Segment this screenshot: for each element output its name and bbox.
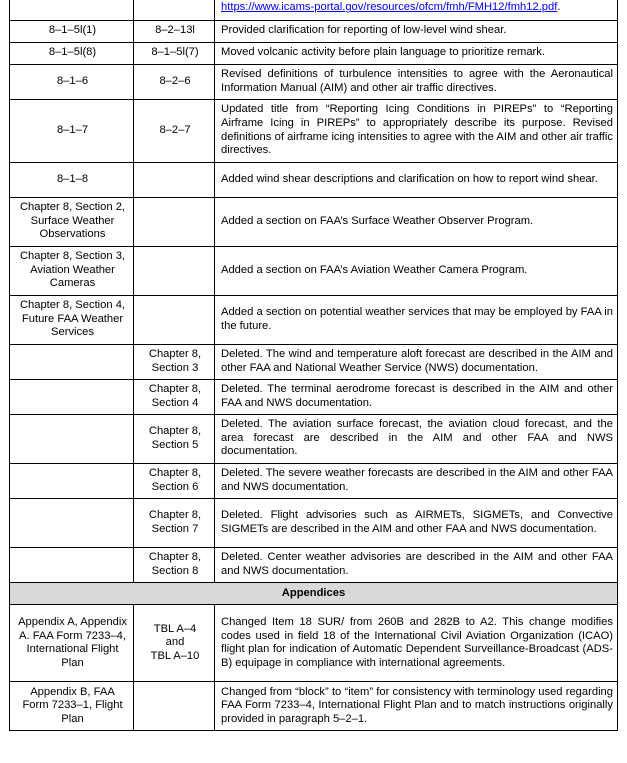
description-cell: Deleted. Flight advisories such as AIRMETs, SIGMETs, and Convective SIGMETs are described in the AIM and other FAA and NWS documentation. bbox=[215, 498, 618, 547]
new-reference-cell: Chapter 8, Section 4 bbox=[134, 379, 215, 414]
table-row bbox=[10, 20, 618, 42]
old-reference-cell bbox=[10, 498, 134, 547]
old-reference-cell bbox=[10, 547, 134, 582]
appendices-heading: Appendices bbox=[10, 582, 618, 605]
new-reference-cell bbox=[134, 295, 215, 344]
fmh12-link[interactable]: https://www.icams-portal.gov/resources/ofcm/fmh/FMH12/fmh12.pdf bbox=[221, 1, 558, 14]
new-reference-cell bbox=[134, 682, 215, 731]
new-reference-cell bbox=[134, 246, 215, 295]
table-row bbox=[10, 197, 618, 246]
old-reference-cell bbox=[10, 379, 134, 414]
old-reference-cell: Chapter 8, Section 2, Surface Weather Observations bbox=[10, 197, 134, 246]
description-cell: Deleted. The severe weather forecasts are described in the AIM and other FAA and NWS documentation. bbox=[215, 463, 618, 498]
table-row bbox=[10, 295, 618, 344]
description-cell: Deleted. The terminal aerodrome forecast is described in the AIM and other FAA and NWS documentation. bbox=[215, 379, 618, 414]
description-cell: Updated title from “Reporting Icing Conditions in PIREPs” to “Reporting Airframe Icing in PIREPs” to appropriately describe its purpose. Revised definitions of airframe icing intensities to agree with the AIM and other air traffic directives. bbox=[215, 99, 618, 162]
description-cell: Revised definitions of turbulence intensities to agree with the Aeronautical Information Manual (AIM) and other air traffic directives. bbox=[215, 64, 618, 99]
new-ref-line: TBL A–4 bbox=[153, 622, 197, 635]
table-row bbox=[10, 682, 618, 731]
old-reference-cell bbox=[10, 0, 134, 20]
table-row bbox=[10, 64, 618, 99]
new-reference-cell: 8–2–7 bbox=[134, 99, 215, 162]
description-cell: Added wind shear descriptions and clarification on how to report wind shear. bbox=[215, 162, 618, 197]
change-table bbox=[9, 0, 618, 731]
description-cell: Deleted. The aviation surface forecast, the aviation cloud forecast, and the area forecast are described in the AIM and other FAA and NWS documentation. bbox=[215, 414, 618, 463]
old-reference-cell: Chapter 8, Section 3, Aviation Weather Cameras bbox=[10, 246, 134, 295]
description-cell: Deleted. Center weather advisories are described in the AIM and other FAA and NWS documentation. bbox=[215, 547, 618, 582]
old-reference-cell: 8–1–8 bbox=[10, 162, 134, 197]
description-cell: Added a section on potential weather services that may be employed by FAA in the future. bbox=[215, 295, 618, 344]
table-row bbox=[10, 162, 618, 197]
new-reference-cell: 8–2–6 bbox=[134, 64, 215, 99]
table-row bbox=[10, 99, 618, 162]
table-row bbox=[10, 344, 618, 379]
description-cell: Added a section on FAA’s Aviation Weather Camera Program. bbox=[215, 246, 618, 295]
old-reference-cell bbox=[10, 344, 134, 379]
new-ref-line: TBL A–10 bbox=[150, 649, 200, 662]
table-row bbox=[10, 463, 618, 498]
new-reference-cell: Chapter 8, Section 7 bbox=[134, 498, 215, 547]
description-cell: Changed from “block” to “item” for consistency with terminology used regarding FAA Form 7233–4, International Flight Plan and to match instructions originally provided in paragraph 5–2–1. bbox=[215, 682, 618, 731]
description-cell: Added a section on FAA’s Surface Weather Observer Program. bbox=[215, 197, 618, 246]
old-reference-cell: Appendix B, FAA Form 7233–1, Flight Plan bbox=[10, 682, 134, 731]
table-row bbox=[10, 605, 618, 682]
old-reference-cell bbox=[10, 463, 134, 498]
table-row bbox=[10, 42, 618, 64]
table-row bbox=[10, 246, 618, 295]
table-row bbox=[10, 547, 618, 582]
new-reference-cell bbox=[134, 197, 215, 246]
new-reference-cell: Chapter 8, Section 5 bbox=[134, 414, 215, 463]
old-reference-cell bbox=[10, 414, 134, 463]
new-reference-cell: 8–2–13l bbox=[134, 20, 215, 42]
old-reference-cell: 8–1–5l(8) bbox=[10, 42, 134, 64]
new-reference-cell: 8–1–5l(7) bbox=[134, 42, 215, 64]
new-reference-cell: Chapter 8, Section 8 bbox=[134, 547, 215, 582]
table-row bbox=[10, 414, 618, 463]
table-row bbox=[10, 379, 618, 414]
description-cell: Deleted. The wind and temperature aloft forecast are described in the AIM and other FAA and National Weather Service (NWS) documentation. bbox=[215, 344, 618, 379]
old-reference-cell: 8–1–7 bbox=[10, 99, 134, 162]
section-header-row bbox=[10, 582, 618, 605]
old-reference-cell: 8–1–5l(1) bbox=[10, 20, 134, 42]
new-reference-cell bbox=[134, 162, 215, 197]
new-reference-cell: Chapter 8, Section 6 bbox=[134, 463, 215, 498]
old-reference-cell: Appendix A, Appendix A. FAA Form 7233–4, International Flight Plan bbox=[10, 605, 134, 682]
description-cell: Moved volcanic activity before plain language to prioritize remark. bbox=[215, 42, 618, 64]
old-reference-cell: 8–1–6 bbox=[10, 64, 134, 99]
new-reference-cell bbox=[134, 0, 215, 20]
table-row bbox=[10, 0, 618, 20]
description-cell: Provided clarification for reporting of low-level wind shear. bbox=[215, 20, 618, 42]
link-period: . bbox=[557, 1, 561, 14]
description-cell: Changed Item 18 SUR/ from 260B and 282B to A2. This change modifies codes used in field 18 of the International Civil Aviation Organization (ICAO) flight plan for indication of Automatic Dependent Surveillance-Broadcast (ADS-B) equipage in compliance with international agreements. bbox=[215, 605, 618, 682]
old-reference-cell: Chapter 8, Section 4, Future FAA Weather Services bbox=[10, 295, 134, 344]
table-row bbox=[10, 498, 618, 547]
new-reference-cell: Chapter 8, Section 3 bbox=[134, 344, 215, 379]
new-ref-line: and bbox=[165, 636, 185, 649]
description-cell bbox=[215, 0, 618, 20]
new-reference-cell bbox=[134, 605, 215, 682]
